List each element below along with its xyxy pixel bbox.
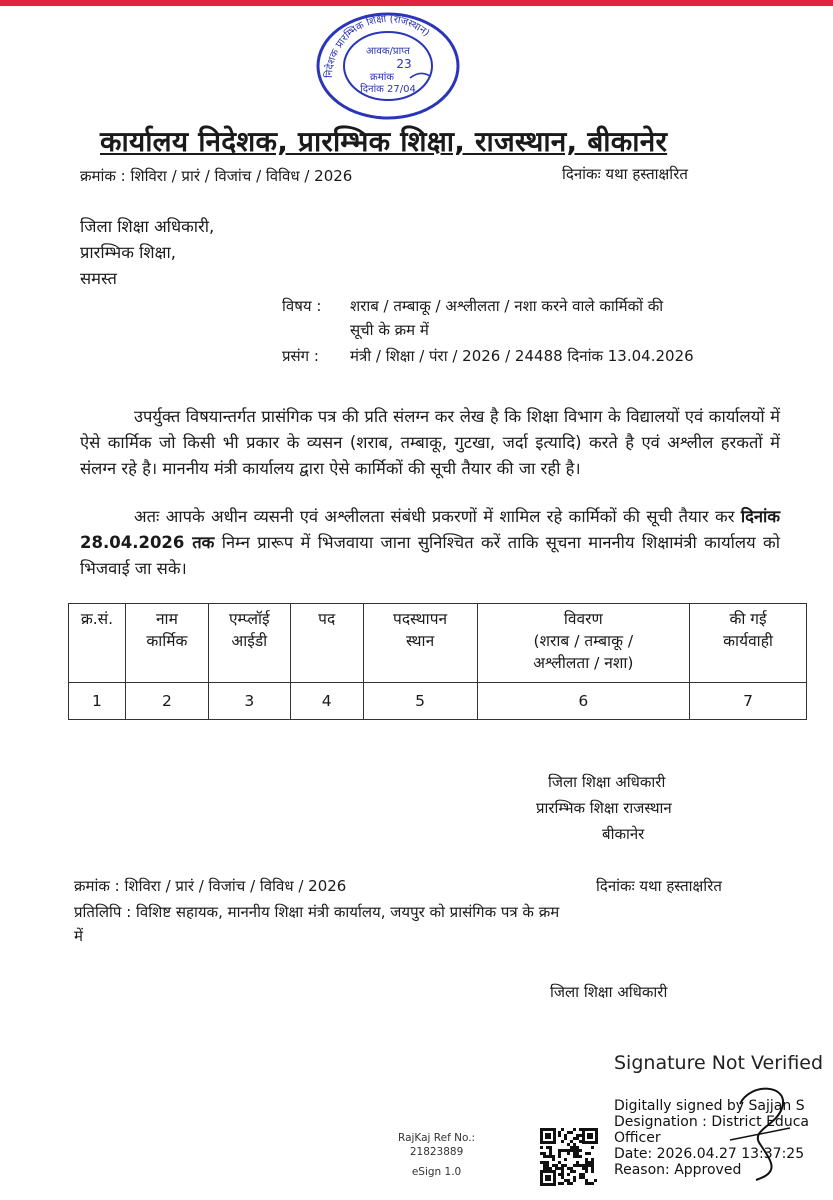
context-label: प्रसंग :: [282, 347, 319, 365]
esign-version: eSign 1.0: [411, 1166, 462, 1178]
table-cell: 3: [208, 683, 290, 720]
table-header-row: [69, 604, 807, 683]
subject-text-line-1: शराब / तम्बाकू / अश्लीलता / नशा करने वाले कार्मिकों की: [350, 297, 664, 315]
copy-to-line-1: प्रतिलिपि : विशिष्ट सहायक, माननीय शिक्षा मंत्री कार्यालय, जयपुर को प्रासंगिक पत्र के क्रम: [74, 903, 560, 921]
signatory-1-line-1: जिला शिक्षा अधिकारी: [548, 773, 666, 791]
table-cell: 1: [69, 683, 126, 720]
table-header-cell: की गई कार्यवाही: [690, 604, 807, 683]
reference-number: क्रमांक : शिविरा / प्रारं / विजांच / विविध / 2026: [80, 167, 353, 185]
signature-date: Date: 2026.04.27 13:37:25: [614, 1146, 805, 1162]
signatory-1-line-3: बीकानेर: [602, 825, 645, 843]
reference-date: दिनांकः यथा हस्ताक्षरित: [562, 165, 688, 183]
office-seal-stamp: [312, 8, 464, 120]
table-cell: 4: [290, 683, 363, 720]
addressee-line-2: प्रारम्भिक शिक्षा,: [80, 243, 176, 262]
table-number-row: [69, 683, 807, 720]
digital-signature-block: [612, 1048, 833, 1200]
qr-code: [538, 1126, 600, 1188]
signer-designation-cont: Officer: [614, 1130, 661, 1146]
svg-text:क्रमांक: क्रमांक: [370, 72, 394, 83]
addressee-line-3: समस्त: [80, 269, 117, 288]
subject-text-line-2: सूची के क्रम में: [350, 321, 429, 339]
signer-designation: Designation : District Educa: [614, 1114, 809, 1130]
addressee-line-1: जिला शिक्षा अधिकारी,: [80, 217, 215, 236]
table-header-cell: पद: [290, 604, 363, 683]
top-border-line: [0, 0, 833, 6]
paragraph-2-start: अतः आपके अधीन व्यसनी एवं अश्लीलता संबंधी प्रकरणों में शामिल रहे कार्मिकों की सूची तैयार कर: [134, 507, 735, 526]
signatory-2-line-1: जिला शिक्षा अधिकारी: [550, 983, 668, 1001]
body-paragraph-2: [80, 504, 780, 582]
signature-reason: Reason: Approved: [614, 1162, 742, 1178]
copy-reference-number: क्रमांक : शिविरा / प्रारं / विजांच / विविध / 2026: [74, 877, 347, 895]
signature-status: Signature Not Verified: [614, 1052, 824, 1074]
table-header-cell: नाम कार्मिक: [125, 604, 208, 683]
svg-text:निदेशक प्रारम्भिक शिक्षा (राजस: निदेशक प्रारम्भिक शिक्षा (राजस्थान): [323, 13, 432, 79]
subject-label: विषय :: [282, 297, 322, 315]
svg-text:दिनांक 27/04: दिनांक 27/04: [360, 84, 416, 95]
svg-text:आवक/प्राप्त: आवक/प्राप्त: [366, 46, 410, 57]
table-header-cell: एम्प्लॉई आईडी: [208, 604, 290, 683]
signature-mark-icon: [720, 1084, 810, 1184]
table-cell: 6: [477, 683, 690, 720]
table-header-cell: पदस्थापन स्थान: [363, 604, 477, 683]
rajkaj-number: 21823889: [409, 1146, 464, 1158]
signatory-1-line-2: प्रारम्भिक शिक्षा राजस्थान: [536, 799, 672, 817]
rajkaj-reference: [398, 1131, 475, 1179]
office-title: कार्यालय निदेशक, प्रारम्भिक शिक्षा, राजस्थान, बीकानेर: [100, 125, 668, 158]
signed-by: Digitally signed by Sajjan S: [614, 1098, 805, 1114]
table-cell: 5: [363, 683, 477, 720]
copy-reference-date: दिनांकः यथा हस्ताक्षरित: [596, 877, 722, 895]
table-cell: 7: [690, 683, 807, 720]
table-cell: 2: [125, 683, 208, 720]
deadline-text: दिनांक 28.04.2026 तक: [80, 507, 780, 552]
copy-to-line-2: में: [74, 927, 83, 945]
table-header-cell: क्र.सं.: [69, 604, 126, 683]
table-header-cell: विवरण (शराब / तम्बाकू / अश्लीलता / नशा): [477, 604, 690, 683]
paragraph-2-end: निम्न प्रारूप में भिजवाया जाना सुनिश्चित करें ताकि सूचना माननीय शिक्षामंत्री कार्यालय को भिजवाई जा सके।: [80, 533, 780, 578]
context-text: मंत्री / शिक्षा / पंरा / 2026 / 24488 दिनांक 13.04.2026: [350, 347, 694, 365]
format-table: [68, 603, 807, 720]
rajkaj-label: RajKaj Ref No.:: [398, 1132, 476, 1144]
body-paragraph-1: उपर्युक्त विषयान्तर्गत प्रासंगिक पत्र की प्रति संलग्न कर लेख है कि शिक्षा विभाग के विद्यालयों एवं कार्यालयों में ऐसे कार्मिक जो किसी भी प्रकार के व्यसन (शराब, तम्बाकू, गुटखा, जर्दा इत्यादि) करते है एवं अश्लील हरकतों में संलग्न रहे है। माननीय मंत्री कार्यालय द्वारा ऐसे कार्मिकों की सूची तैयार की जा रही है।: [80, 407, 780, 478]
svg-text:23: 23: [396, 57, 412, 71]
